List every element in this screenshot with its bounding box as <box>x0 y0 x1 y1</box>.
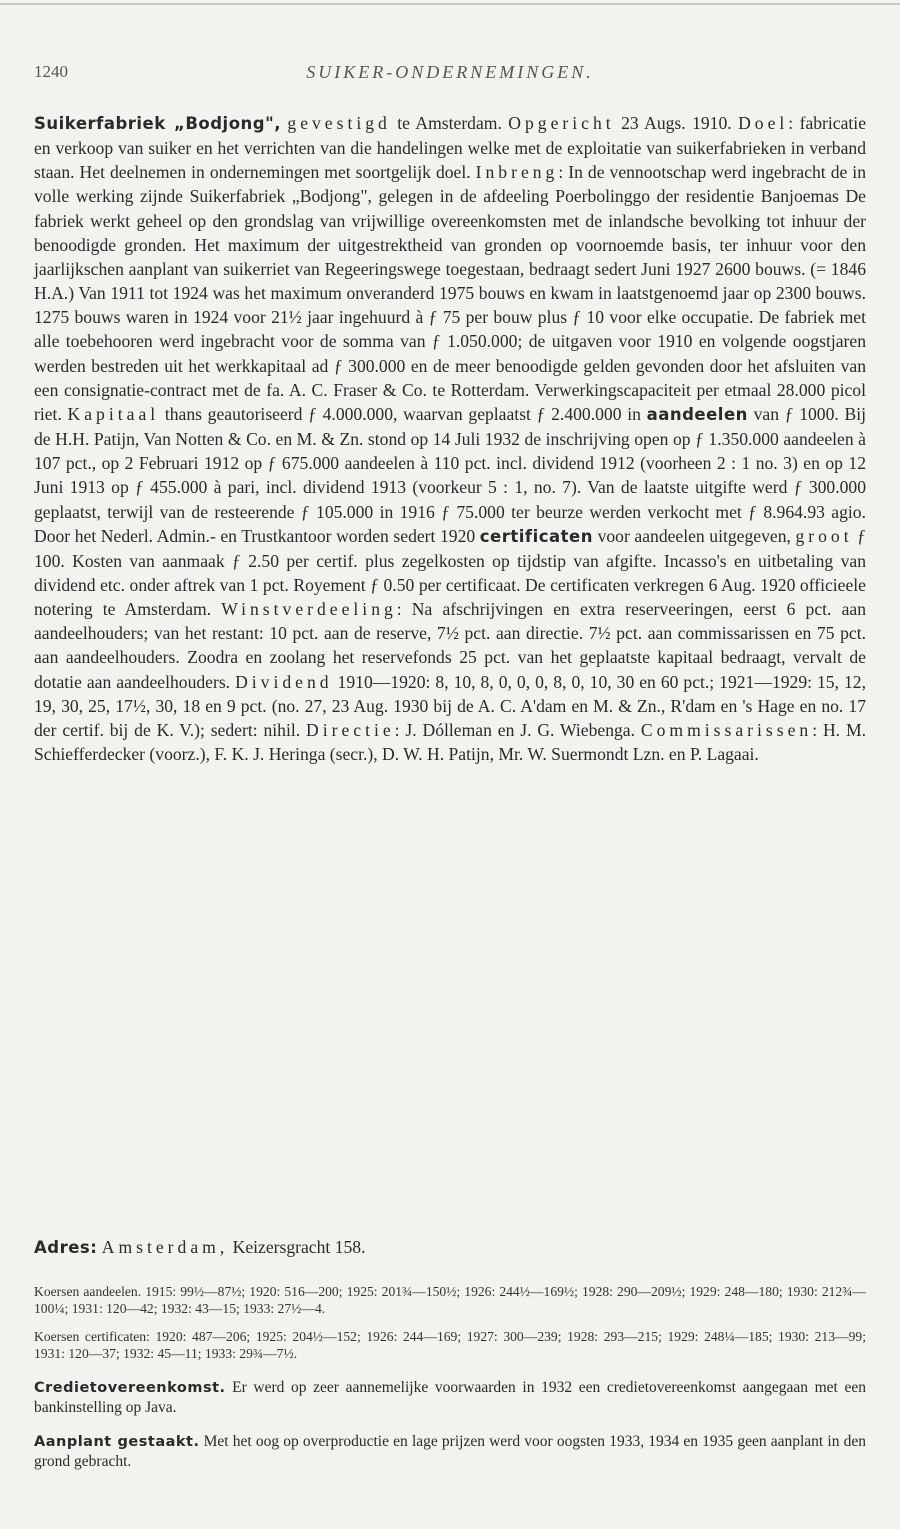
note-aanplant-gestaakt <box>34 1432 866 1471</box>
company-entry <box>34 111 866 766</box>
text-aandeelen: van ƒ 1000. Bij de H.H. Patijn, Van Notten & Co. en M. & Zn. stond op 14 Juli 1932 de inschrijving open op ƒ 1.350.000 aandeelen à 107 pct., op 2 Februari 1912 op ƒ 675.000 aandeelen à 110 pct. incl. dividend 1912 (voorheen 2 : 1 no. 3) en op 12 Juni 1913 op ƒ 455.000 à pari, incl. dividend 1913 (voorkeur 5 : 1, no. 7). Van de laatste uitgifte werd ƒ 300.000 geplaatst, terwijl van de resteerende ƒ 105.000 in 1916 ƒ 75.000 ter beurze werden verkocht met ƒ 8.964.93 agio. Door het Nederl. Admin.- en Trustkantoor worden sedert 1920 <box>34 403 867 546</box>
label-aandeelen: aandeelen <box>646 404 748 424</box>
address-city: Amsterdam, <box>101 1237 229 1257</box>
label-opgericht: Opgericht <box>508 113 615 133</box>
text-certificaten: voor aandeelen uitgegeven, <box>593 525 796 546</box>
text-opgericht: 23 Augs. 1910. <box>614 113 739 133</box>
label-doel: Doel <box>738 113 789 133</box>
text-commissarissen: : H. M. Schiefferdecker (voorz.), F. K. J. Heringa (secr.), D. W. H. Patijn, Mr. W. Suermondt Lzn. en P. Lagaai. <box>34 719 866 765</box>
label-winstverdeeling: Winstverdeeling <box>221 599 397 620</box>
label-certificaten: certificaten <box>479 526 593 546</box>
label-gevestigd: gevestigd <box>287 113 391 133</box>
address-line <box>34 1235 866 1260</box>
label-commissarissen: Commissarissen <box>640 719 813 740</box>
note-aanplant-label: Aanplant gestaakt. <box>34 1434 200 1450</box>
koersen-certificaten: Koersen certificaten: 1920: 487—206; 1925: 204½—152; 1926: 244—169; 1927: 300—239; 1928: 293—215; 1929: 248¼—185; 1930: 213—99; 1931: 120—37; 1932: 45—11; 1933: 29¾—7½. <box>34 1329 866 1361</box>
label-directie: Directie <box>306 719 395 740</box>
note-aanplant-text: Met het oog op overproductie en lage prijzen werd voor oogsten 1933, 1934 en 1935 geen aanplant in den grond gebracht. <box>34 1433 866 1470</box>
company-name: Suikerfabriek „Bodjong", <box>34 114 281 133</box>
text-directie: : J. Dólleman en J. G. Wiebenga. <box>394 719 641 740</box>
note-credit-label: Credietovereenkomst. <box>34 1380 226 1396</box>
page-top-edge <box>0 3 900 5</box>
label-groot: groot <box>795 525 853 546</box>
text-groot: ƒ 100. Kosten van aanmaak ƒ 2.50 per certif. plus zegelkosten op tijdstip van afgifte. Incasso's en uitbetaling van dividend etc. onder aftrek van 1 pct. Royement ƒ 0.50 per certificaat. De certificaten verkregen 6 Aug. 1920 officieele notering te Amsterdam. <box>34 525 866 620</box>
text-doel: : fabricatie en verkoop van suiker en het verrichten van die handelingen welke met de exploitatie van suikerfabrieken in verband staan. Het deelnemen in ondernemingen met soortgelijk doel. <box>34 113 866 183</box>
text-gevestigd: te Amsterdam. <box>390 113 509 133</box>
text-kapitaal: thans geautoriseerd ƒ 4.000.000, waarvan geplaatst ƒ 2.400.000 in <box>159 403 647 424</box>
label-kapitaal: Kapitaal <box>67 403 160 424</box>
entry-paragraph <box>34 111 866 766</box>
address-street: Keizersgracht 158. <box>228 1237 366 1257</box>
label-inbreng: Inbreng <box>475 162 559 183</box>
address-label: Adres: <box>34 1238 98 1257</box>
label-dividend: Dividend <box>235 671 333 692</box>
running-title: SUIKER-ONDERNEMINGEN. <box>306 62 594 82</box>
text-dividend: 1910—1920: 8, 10, 8, 0, 0, 0, 8, 0, 10, 30 en 60 pct.; 1921—1929: 15, 12, 19, 30, 25, 17½, 30, 18 en 9 pct. (no. 27, 23 Aug. 1930 bij de A. C. A'dam en M. & Zn., R'dam en 's Hage en no. 17 der certif. bij de K. V.); sedert: nihil. <box>34 671 866 740</box>
note-credietovereenkomst <box>34 1378 866 1417</box>
page-number: 1240 <box>34 62 68 81</box>
note-credit-text: Er werd op zeer aannemelijke voorwaarden in 1932 een credietovereenkomst aangegaan met een bankinstelling op Java. <box>34 1379 866 1416</box>
koersen-aandeelen: Koersen aandeelen. 1915: 99½—87½; 1920: 516—200; 1925: 201¾—150½; 1926: 244½—169½; 1928: 290—209½; 1929: 248—180; 1930: 212¾—100¼; 1931: 120—42; 1932: 43—15; 1933: 27½—4. <box>34 1284 866 1316</box>
text-inbreng: : In de vennootschap werd ingebracht de in volle werking zijnde Suikerfabriek „Bodjong", gelegen in de afdeeling Poerbolinggo der residentie Banjoemas De fabriek werkt geheel op den grondslag van vrijwillige overeenkomsten met de inlandsche bevolking tot inhuur der benoodigde gronden. Het maximum der uitgestrektheid van gronden op voornoemde basis, ter inhuur voor den jaarlijkschen aanplant van suikerriet van Regeeringswege toegestaan, bedraagt sedert Juni 1927 2600 bouws. (= 1846 H.A.) Van 1911 tot 1924 was het maximum onveranderd 1975 bouws en kwam in laatstgenoemd jaar op 2300 bouws. 1275 bouws waren in 1924 voor 21½ jaar ingehuurd à ƒ 75 per bouw plus ƒ 10 voor elke occupatie. De fabriek met alle toebehooren werd ingebracht voor de somma van ƒ 1.050.000; de uitgaven voor 1910 en volgende oogstjaren werden bestreden uit het werkkapitaal ad ƒ 300.000 en de meer benoodigde gelden gevonden door het afsluiten van een consignatie-contract met de fa. A. C. Fraser & Co. te Rotterdam. Verwerkingscapaciteit per etmaal 28.000 picol riet. <box>34 162 866 424</box>
text-winstverdeeling: : Na afschrijvingen en extra reserveeringen, eerst 6 pct. aan aandeelhouders; van het restant: 10 pct. aan de reserve, 7½ pct. aan directie. 7½ pct. aan commissarissen en 75 pct. aan aandeelhouders. Zoodra en zoolang het reservefonds 25 pct. van het geplaatste kapitaal bedraagt, vervalt de dotatie aan aandeelhouders. <box>34 599 866 692</box>
page-header <box>34 62 866 88</box>
